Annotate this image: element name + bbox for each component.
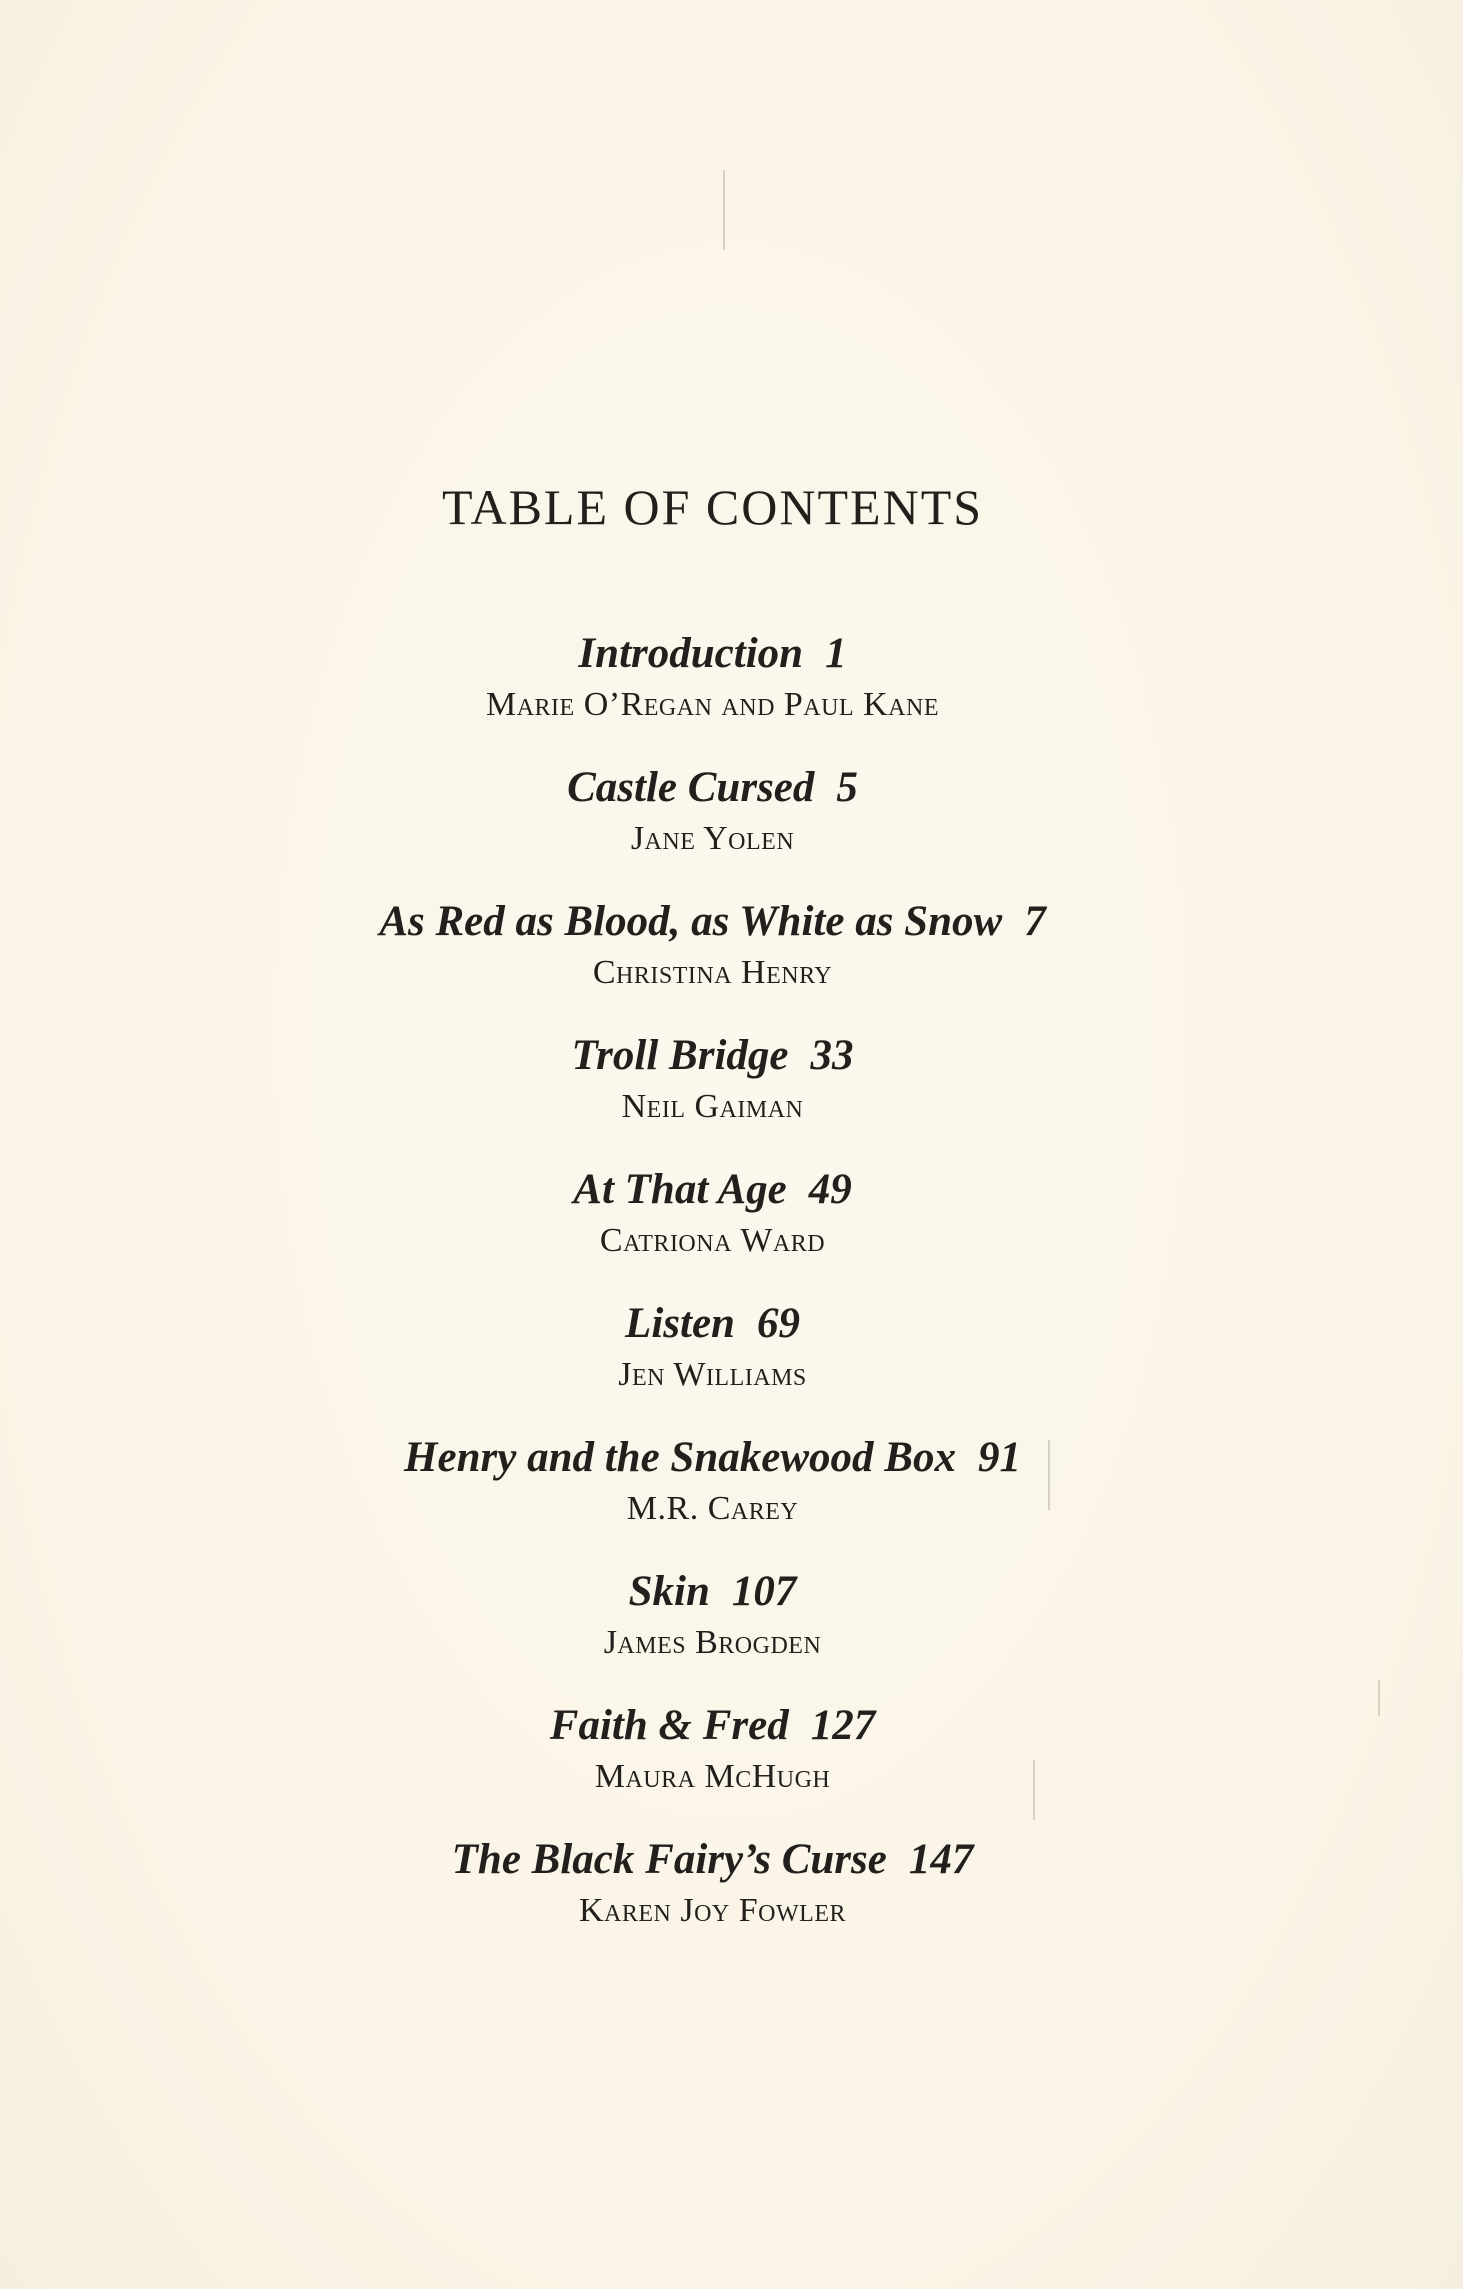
page-number: 33 [810,1032,854,1079]
story-line [0,625,1425,683]
list-item [0,1697,1425,1831]
story-title: The Black Fairy’s Curse [451,1836,887,1883]
author-name: Neil Gaiman [621,1088,804,1125]
page-number: 49 [808,1166,852,1213]
story-title: As Red as Blood, as White as Snow [379,898,1003,945]
contents-list [0,625,1425,1965]
author-name: James Brogden [603,1624,822,1661]
scan-mark [723,170,725,250]
list-item [0,893,1425,1027]
page-number: 127 [810,1702,876,1749]
author-name: Jen Williams [618,1356,807,1393]
page-number: 7 [1024,898,1046,945]
list-item [0,759,1425,893]
page-title: TABLE OF CONTENTS [441,479,984,535]
page-number: 91 [977,1434,1021,1481]
story-line [0,759,1425,817]
page-number: 107 [731,1568,797,1615]
story-title: Introduction [578,630,804,677]
author-name: Karen Joy Fowler [578,1892,846,1929]
story-line [0,1429,1425,1487]
list-item [0,1429,1425,1563]
story-title: Castle Cursed [567,764,815,811]
page-number: 69 [756,1300,800,1347]
page-number: 147 [908,1836,974,1883]
story-line [0,1161,1425,1219]
list-item [0,1295,1425,1429]
story-line [0,1027,1425,1085]
author-name: Jane Yolen [630,820,795,857]
author-name: Christina Henry [592,954,833,991]
story-title: Faith & Fred [549,1702,789,1749]
story-title: At That Age [573,1166,787,1213]
page-number: 1 [825,630,847,677]
list-item [0,1563,1425,1697]
story-line [0,1697,1425,1755]
story-line [0,1563,1425,1621]
story-line [0,1295,1425,1353]
list-item [0,1027,1425,1161]
list-item [0,625,1425,759]
story-title: Henry and the Snakewood Box [404,1434,956,1481]
story-title: Skin [628,1568,710,1615]
story-title: Troll Bridge [571,1032,789,1079]
author-name: Catriona Ward [599,1222,826,1259]
author-name: M.R. Carey [626,1490,799,1527]
story-line [0,1831,1425,1889]
author-name: Maura McHugh [594,1758,831,1795]
author-name: Marie O’Regan and Paul Kane [485,686,940,723]
list-item [0,1161,1425,1295]
story-title: Listen [625,1300,735,1347]
page-number: 5 [836,764,858,811]
story-line [0,893,1425,951]
list-item [0,1831,1425,1965]
